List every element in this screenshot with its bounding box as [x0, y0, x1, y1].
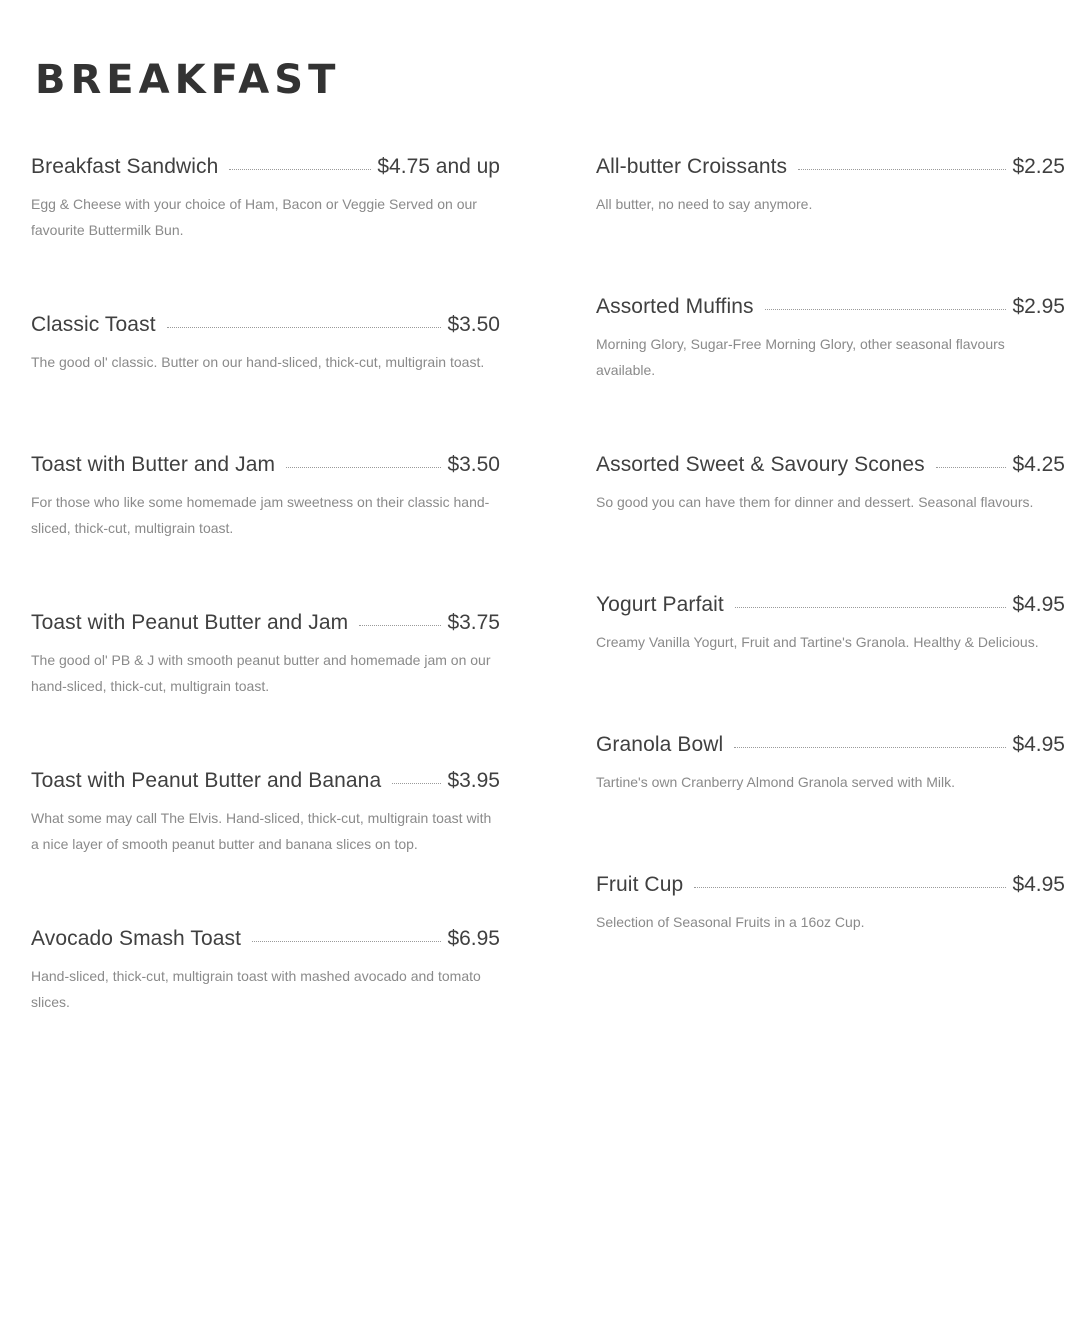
menu-item-description: The good ol' PB & J with smooth peanut butter and homemade jam on our hand-sliced, thick-cut, multigrain toast.	[31, 652, 491, 694]
menu-item-description: Egg & Cheese with your choice of Ham, Bacon or Veggie Served on our favourite Buttermilk Bun.	[31, 196, 477, 238]
menu-item-yogurt-parfait	[596, 588, 1065, 655]
menu-column-left	[31, 150, 500, 1015]
menu-item-description: The good ol' classic. Butter on our hand-sliced, thick-cut, multigrain toast.	[31, 354, 485, 370]
menu-item-name: Yogurt Parfait	[596, 593, 724, 616]
menu-item-name: Classic Toast	[31, 313, 156, 336]
dotted-leader	[252, 941, 441, 942]
menu-item-price: $3.50	[447, 453, 500, 476]
menu-item-toast-butter-jam	[31, 448, 500, 541]
menu-item-name: Toast with Peanut Butter and Banana	[31, 769, 382, 792]
menu-item-toast-pb-jam	[31, 606, 500, 699]
menu-item-name: All-butter Croissants	[596, 155, 788, 178]
menu-item-header	[31, 448, 500, 482]
menu-item-avocado-smash-toast	[31, 922, 500, 1015]
menu-item-description: So good you can have them for dinner and dessert. Seasonal flavours.	[596, 494, 1034, 510]
menu-item-name: Assorted Sweet & Savoury Scones	[596, 453, 925, 476]
menu-item-price: $2.95	[1012, 295, 1065, 318]
menu-item-description: For those who like some homemade jam sweetness on their classic hand-sliced, thick-cut, multigrain toast.	[31, 494, 490, 536]
menu-item-header	[596, 868, 1065, 902]
menu-item-name: Fruit Cup	[596, 873, 684, 896]
menu-item-price: $4.25	[1012, 453, 1065, 476]
menu-item-description: Morning Glory, Sugar-Free Morning Glory, other seasonal flavours available.	[596, 336, 1005, 378]
menu-item-classic-toast	[31, 308, 500, 375]
menu-item-name: Toast with Peanut Butter and Jam	[31, 611, 349, 634]
dotted-leader	[392, 783, 441, 784]
menu-item-price: $4.95	[1012, 733, 1065, 756]
menu-item-toast-pb-banana	[31, 764, 500, 857]
menu-item-description: Creamy Vanilla Yogurt, Fruit and Tartine's Granola. Healthy & Delicious.	[596, 634, 1039, 650]
menu-item-header	[31, 606, 500, 640]
menu-item-scones	[596, 448, 1065, 515]
menu-item-description: Hand-sliced, thick-cut, multigrain toast with mashed avocado and tomato slices.	[31, 968, 481, 1010]
menu-item-breakfast-sandwich	[31, 150, 500, 243]
menu-item-name: Breakfast Sandwich	[31, 155, 219, 178]
menu-item-name: Avocado Smash Toast	[31, 927, 242, 950]
dotted-leader	[167, 327, 442, 328]
menu-item-description: Tartine's own Cranberry Almond Granola served with Milk.	[596, 774, 956, 790]
menu-item-price: $3.75	[447, 611, 500, 634]
menu-item-name: Granola Bowl	[596, 733, 724, 756]
menu-title: BREAKFAST	[35, 57, 341, 103]
menu-item-price: $4.95	[1012, 593, 1065, 616]
dotted-leader	[694, 887, 1006, 888]
menu-item-price: $4.75 and up	[377, 155, 500, 178]
dotted-leader	[229, 169, 371, 170]
menu-item-croissants	[596, 150, 1065, 217]
menu-item-description: Selection of Seasonal Fruits in a 16oz Cup.	[596, 914, 865, 930]
menu-item-header	[31, 922, 500, 956]
dotted-leader	[359, 625, 441, 626]
menu-column-right	[596, 150, 1065, 935]
menu-item-description: What some may call The Elvis. Hand-sliced, thick-cut, multigrain toast with a nice layer of smooth peanut butter and banana slices on top.	[31, 810, 492, 852]
menu-item-price: $2.25	[1012, 155, 1065, 178]
menu-item-granola-bowl	[596, 728, 1065, 795]
dotted-leader	[936, 467, 1007, 468]
menu-item-fruit-cup	[596, 868, 1065, 935]
menu-item-header	[31, 308, 500, 342]
menu-item-price: $3.95	[447, 769, 500, 792]
menu-item-header	[596, 448, 1065, 482]
menu-item-header	[31, 764, 500, 798]
dotted-leader	[798, 169, 1006, 170]
menu-item-header	[596, 588, 1065, 622]
menu-item-header	[596, 728, 1065, 762]
dotted-leader	[734, 747, 1006, 748]
dotted-leader	[286, 467, 441, 468]
menu-item-price: $3.50	[447, 313, 500, 336]
menu-item-price: $4.95	[1012, 873, 1065, 896]
menu-item-header	[596, 150, 1065, 184]
menu-item-muffins	[596, 290, 1065, 383]
menu-item-name: Toast with Butter and Jam	[31, 453, 276, 476]
dotted-leader	[735, 607, 1007, 608]
menu-item-header	[596, 290, 1065, 324]
menu-item-description: All butter, no need to say anymore.	[596, 196, 813, 212]
menu-item-header	[31, 150, 500, 184]
menu-item-price: $6.95	[447, 927, 500, 950]
dotted-leader	[765, 309, 1007, 310]
menu-item-name: Assorted Muffins	[596, 295, 754, 318]
